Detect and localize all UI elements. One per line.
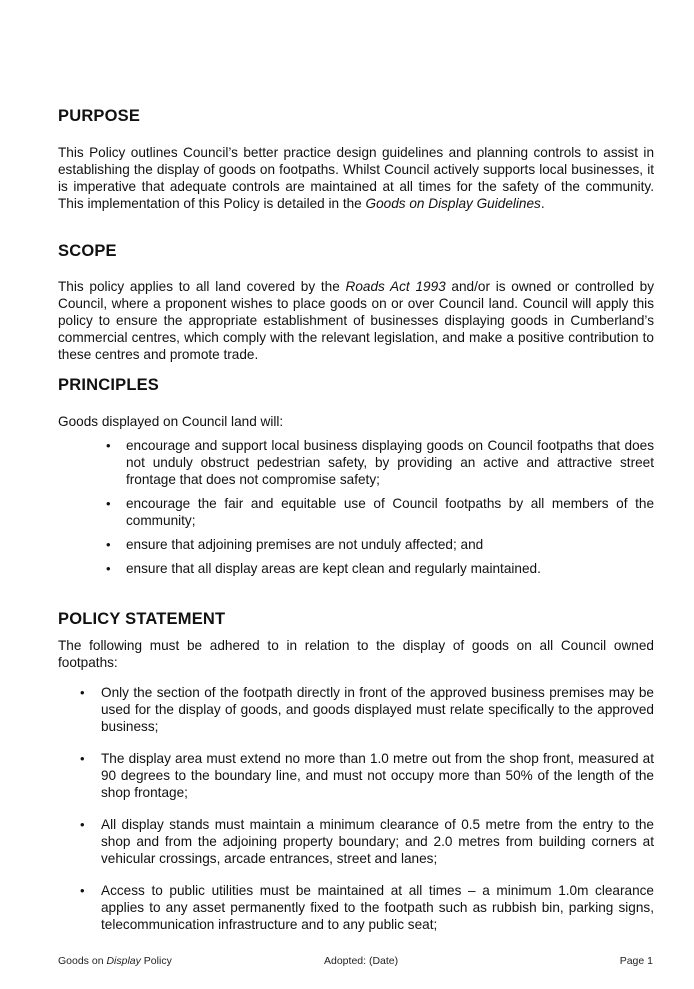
scope-paragraph: This policy applies to all land covered by the Roads Act 1993 and/or is owned or controlled by Council, where a proponent wishes to place goods on or over Council land. Council will apply this policy to ensure the appropriate establishment of businesses displaying goods in Cumberland’s commercial centres, which comply with the relevant legislation, and make a positive contribution to these centres and promote trade. bbox=[58, 279, 654, 362]
bullet-icon: • bbox=[80, 751, 85, 766]
footer-document-title: Goods on Display Policy bbox=[58, 955, 172, 967]
list-item: • All display stands must maintain a minimum clearance of 0.5 metre from the entry to the shop and from the adjoining property boundary; and 2.0 metres from building corners at vehicular crossings, arcade entrances, street and lanes; bbox=[80, 817, 654, 866]
bullet-icon: • bbox=[106, 438, 111, 453]
list-item: • Access to public utilities must be maintained at all times – a minimum 1.0m clearance applies to any asset permanently fixed to the footpath such as rubbish bin, parking signs, telecommunication infrastructure and to any public seat; bbox=[80, 883, 654, 932]
purpose-heading: PURPOSE bbox=[58, 107, 141, 125]
list-item: • Only the section of the footpath directly in front of the approved business premises may be used for the display of goods, and goods displayed must relate specifically to the approved business; bbox=[80, 685, 654, 734]
bullet-icon: • bbox=[106, 537, 111, 552]
list-item: • ensure that adjoining premises are not unduly affected; and bbox=[106, 537, 484, 552]
bullet-icon: • bbox=[80, 817, 85, 832]
list-item: • encourage and support local business displaying goods on Council footpaths that does not unduly obstruct pedestrian safety, by providing an active and attractive street frontage that does not compromise safety; bbox=[106, 438, 654, 487]
bullet-icon: • bbox=[106, 561, 111, 576]
bullet-icon: • bbox=[106, 496, 111, 511]
footer-adopted-date: Adopted: (Date) bbox=[324, 955, 399, 967]
purpose-paragraph: This Policy outlines Council’s better practice design guidelines and planning controls to assist in establishing the display of goods on footpaths. Whilst Council actively supports local businesses, it is imperative that adequate controls are maintained at all times for the safety of the community. This implementation of this Policy is detailed in the Goods on Display Guidelines. bbox=[58, 145, 654, 211]
bullet-icon: • bbox=[80, 883, 85, 898]
principles-list bbox=[106, 437, 654, 577]
policy-statement-heading: POLICY STATEMENT bbox=[58, 610, 226, 628]
bullet-icon: • bbox=[80, 685, 85, 700]
principles-intro: Goods displayed on Council land will: bbox=[58, 414, 284, 429]
list-item: • encourage the fair and equitable use of Council footpaths by all members of the community; bbox=[106, 496, 654, 528]
policy-statement-list bbox=[80, 684, 654, 933]
list-item: • The display area must extend no more than 1.0 metre out from the shop front, measured at 90 degrees to the boundary line, and must not occupy more than 50% of the length of the shop frontage; bbox=[80, 751, 654, 800]
footer-page-number: Page 1 bbox=[619, 955, 653, 967]
scope-heading: SCOPE bbox=[58, 242, 117, 260]
list-item: • ensure that all display areas are kept clean and regularly maintained. bbox=[106, 561, 541, 576]
principles-heading: PRINCIPLES bbox=[58, 376, 160, 394]
policy-statement-intro: The following must be adhered to in relation to the display of goods on all Council owned footpaths: bbox=[58, 638, 654, 670]
